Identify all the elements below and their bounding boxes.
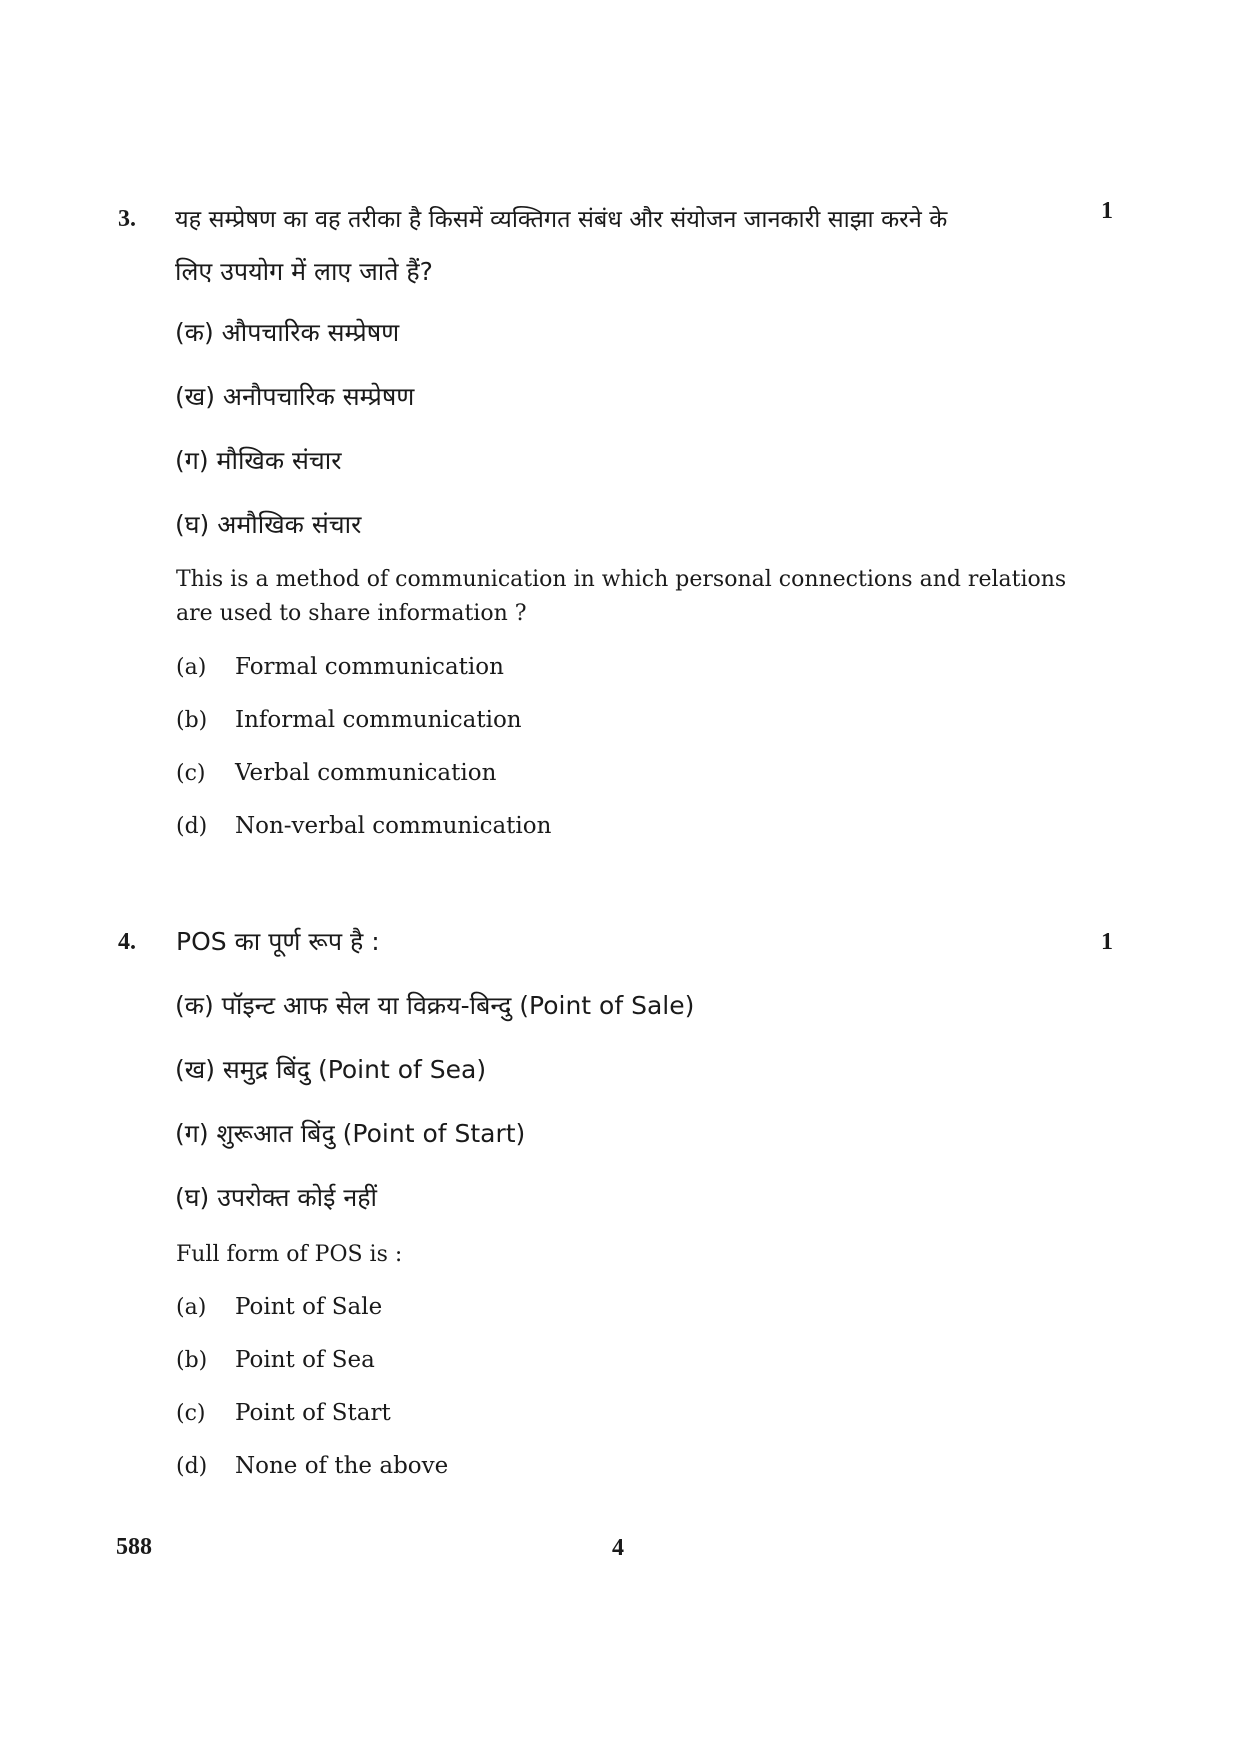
question-marks: 1 — [1101, 929, 1113, 955]
english-option-label-b: (b) — [176, 708, 208, 733]
question-text-english-line2: are used to share information ? — [176, 601, 527, 626]
hindi-option-gha: (घ) उपरोक्त कोई नहीं — [175, 1183, 377, 1212]
page-number: 4 — [612, 1535, 624, 1561]
english-option-label-d: (d) — [176, 1454, 208, 1479]
english-option-text-a: Point of Sale — [235, 1294, 383, 1320]
question-text-hindi-line2: लिए उपयोग में लाए जाते हैं? — [175, 257, 433, 286]
hindi-option-ga: (ग) शुरूआत बिंदु (Point of Start) — [175, 1119, 526, 1148]
question-text-hindi-line1: POS का पूर्ण रूप है : — [176, 927, 380, 956]
hindi-option-kha: (ख) अनौपचारिक सम्प्रेषण — [175, 382, 415, 411]
paper-code: 588 — [116, 1534, 152, 1560]
english-option-label-b: (b) — [176, 1348, 208, 1373]
english-option-label-d: (d) — [176, 814, 208, 839]
english-option-label-c: (c) — [176, 761, 206, 786]
question-text-hindi-line1: यह सम्प्रेषण का वह तरीका है किसमें व्यक्तिगत संबंध और संयोजन जानकारी साझा करने के — [175, 205, 948, 233]
question-number: 4. — [118, 929, 136, 955]
hindi-option-ka: (क) औपचारिक सम्प्रेषण — [175, 318, 400, 347]
english-option-text-a: Formal communication — [235, 654, 504, 680]
english-option-text-d: None of the above — [235, 1453, 449, 1479]
english-option-text-d: Non-verbal communication — [235, 813, 552, 839]
hindi-option-ga: (ग) मौखिक संचार — [175, 446, 342, 475]
question-marks: 1 — [1101, 198, 1113, 224]
hindi-option-kha: (ख) समुद्र बिंदु (Point of Sea) — [175, 1055, 487, 1084]
hindi-option-gha: (घ) अमौखिक संचार — [175, 510, 362, 539]
english-option-label-a: (a) — [176, 655, 207, 680]
english-option-text-b: Informal communication — [235, 707, 522, 733]
english-option-label-c: (c) — [176, 1401, 206, 1426]
question-text-english-line1: Full form of POS is : — [176, 1242, 403, 1267]
english-option-text-c: Point of Start — [235, 1400, 391, 1426]
question-text-english-line1: This is a method of communication in which personal connections and relations — [176, 567, 1067, 592]
hindi-option-ka: (क) पॉइन्ट आफ सेल या विक्रय-बिन्दु (Point of Sale) — [175, 991, 695, 1020]
question-number: 3. — [118, 206, 136, 232]
english-option-label-a: (a) — [176, 1295, 207, 1320]
english-option-text-b: Point of Sea — [235, 1347, 375, 1373]
english-option-text-c: Verbal communication — [235, 760, 497, 786]
